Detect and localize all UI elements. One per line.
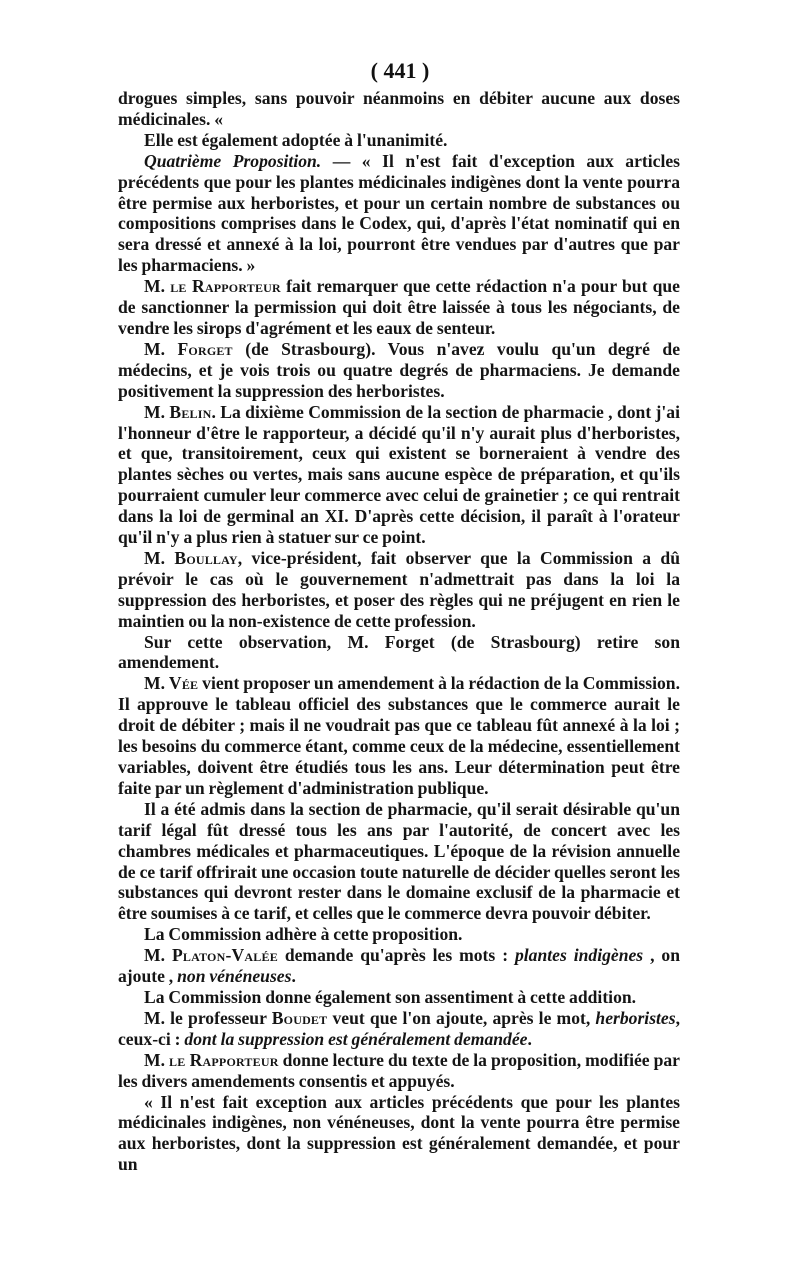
text-run: demande qu'après les mots : [277, 945, 515, 966]
text-run: M. [144, 276, 171, 297]
text-run: Elle est également adoptée à l'unanimité. [144, 129, 448, 150]
text-run: , on ajoute , [118, 945, 680, 987]
italic-text: non vénéneuses [177, 966, 292, 987]
paragraph-p13 [118, 987, 680, 1008]
text-run: « Il n'est fait exception aux articles précédents que pour les plantes médicinales indigènes, non vénéneuses, dont la vente pourra être permise aux herboristes, dont la suppression est généralement demandée, et pour un [118, 1091, 680, 1175]
text-run: drogues simples, sans pouvoir néanmoins en débiter aucune aux doses médicinales. « [118, 88, 680, 129]
text-run: Sur cette observation, M. Forget (de Strasbourg) retire son amendement. [118, 631, 680, 673]
text-run: fait remarquer que cette rédaction n'a pour but que de sanctionner la permission qui doit être laissée à tous les négociants, de vendre les sirops d'agrément et les eaux de senteur. [118, 276, 680, 338]
text-run: (de Strasbourg). Vous n'avez voulu qu'un degré de médecins, et je vois trois ou quatre degrés de pharmaciens. Je demande positivement la suppression des herboristes. [118, 338, 680, 401]
speaker-name: le Rapporteur [170, 276, 281, 297]
text-run: . [527, 1028, 532, 1049]
text-run: — « Il n'est fait d'exception aux articles précédents que pour les plantes médicinales indigènes dont la vente pourra être permise aux herboristes, et pour un certain nombre de substances ou compositions comprises dans le Codex, qui, d'après l'état nominatif qui en sera dressé et annexé à la loi, pourront être vendues par d'autres que par les pharmaciens. » [118, 150, 681, 276]
paragraph-p5 [118, 339, 680, 402]
paragraph-p11 [118, 924, 680, 945]
paragraph-p14 [118, 1008, 680, 1050]
text-run: , vice-président, fait observer que la Commission a dû prévoir le cas où le gouvernement n'admettrait pas dans la loi la suppression des herboristes, et poser des règles qui ne préjugent en rien le maintien ou la non-existence de cette profession. [118, 547, 680, 631]
speaker-name: Belin [169, 401, 212, 422]
text-run: donne lecture du texte de la proposition, modifiée par les divers amendements consentis et appuyés. [118, 1049, 680, 1091]
page-number: ( 441 ) [370, 58, 430, 83]
text-run: Il a été admis dans la section de pharmacie, qu'il serait désirable qu'un tarif légal fût dressé tous les ans par l'autorité, de concert avec les chambres médicales et pharmaceutiques. L'époque de la révision annuelle de ce tarif offrirait une occasion toute naturelle de décider quelles seront les substances qui devront rester dans le domaine exclusif de la pharmacie et être soumises à ce tarif, et celles que le commerce devra pouvoir débiter. [118, 798, 680, 924]
text-run: M. [144, 338, 178, 359]
paragraph-p9 [118, 673, 680, 798]
text-run: M. [144, 547, 175, 568]
paragraph-p6 [118, 402, 680, 548]
paragraph-p3 [118, 151, 680, 276]
speaker-name: le Rapporteur [169, 1049, 279, 1070]
paragraph-p1 [118, 88, 680, 130]
paragraph-p2 [118, 130, 680, 151]
paragraph-p15 [118, 1050, 680, 1092]
text-run: La Commission adhère à cette proposition. [144, 924, 463, 945]
text-run: vient proposer un amendement à la rédaction de la Commission. Il approuve le tableau officiel des substances que le commerce aurait le droit de débiter ; mais il ne voudrait pas que ce tableau fût annexé à la loi ; les besoins du commerce étant, comme ceux de la médecine, essentiellement variables, doivent être étudiés tous les ans. Leur détermination peut être faite par un règlement d'administration publique. [118, 673, 680, 798]
text-run: M. [144, 401, 170, 422]
text-run: M. [144, 673, 169, 694]
speaker-name: Forget [177, 338, 233, 359]
italic-text: plantes indigènes [514, 945, 644, 966]
speaker-name: Boullay [174, 547, 238, 568]
text-run: M. [144, 945, 172, 966]
text-run: veut que l'on ajoute, après le mot, [327, 1007, 596, 1028]
italic-text: herboristes [595, 1007, 676, 1028]
body-text [118, 88, 680, 1175]
text-run: La Commission donne également son assentiment à cette addition. [144, 986, 637, 1007]
italic-text: Quatrième Proposition. [144, 150, 322, 171]
italic-text: dont la suppression est généralement demandée [184, 1028, 528, 1049]
paragraph-p7 [118, 548, 680, 632]
text-run: . [291, 966, 296, 987]
text-run: , ceux-ci : [118, 1007, 680, 1049]
text-run: M. [144, 1049, 170, 1070]
speaker-name: Boudet [271, 1007, 328, 1028]
paragraph-p16 [118, 1092, 680, 1176]
text-run: . La dixième Commission de la section de pharmacie , dont j'ai l'honneur d'être le rapporteur, a décidé qu'il n'y aurait plus d'herboristes, et que, transitoirement, ceux qui existent se borneraient à vendre des plantes sèches ou vertes, mais sans aucune espèce de préparation, et qu'ils pourraient cumuler leur commerce avec celui de grainetier ; ce qui rentrait dans la loi de germinal an XI. D'après cette décision, il paraît à l'orateur qu'il n'y a plus rien à statuer sur ce point. [118, 401, 680, 548]
paragraph-p10 [118, 799, 680, 924]
text-run: M. le professeur [144, 1007, 272, 1028]
speaker-name: Vée [168, 673, 199, 694]
paragraph-p8 [118, 632, 680, 674]
paragraph-p4 [118, 276, 680, 339]
paragraph-p12 [118, 945, 680, 987]
speaker-name: Platon-Valée [171, 945, 278, 966]
